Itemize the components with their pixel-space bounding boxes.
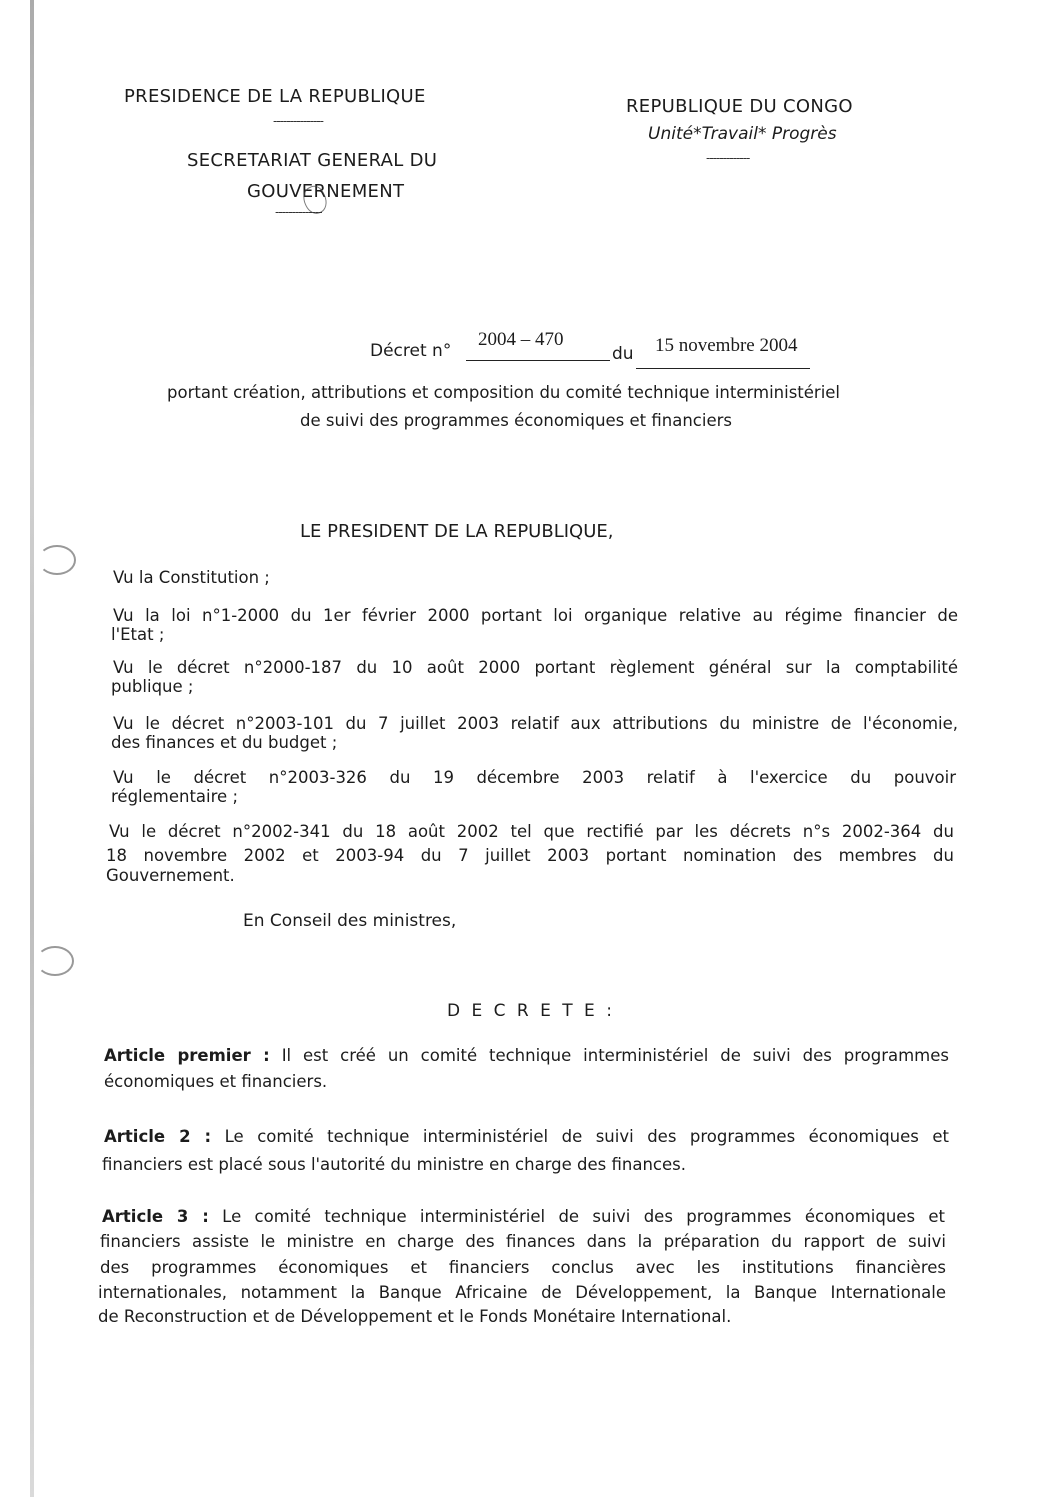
decree-prefix: Décret n°: [370, 341, 452, 361]
article-3-cont: financiers assiste le ministre en charge des finances dans la préparation du rapport de suivi: [100, 1232, 946, 1251]
article-3-cont: de Reconstruction et de Développement et le Fonds Monétaire International.: [98, 1307, 732, 1326]
presidence-separator: ---------------: [273, 114, 323, 128]
punch-hole-bottom: [36, 946, 74, 976]
consideration-item: Vu la loi n°1-2000 du 1er février 2000 portant loi organique relative au régime financier de: [113, 606, 958, 625]
binding-edge: [30, 0, 34, 1497]
consideration-item-cont: l'Etat ;: [111, 625, 165, 644]
decrete-heading: D E C R E T E :: [447, 1001, 615, 1021]
secretariat-separator: --------------: [275, 205, 322, 219]
decree-object-line1: portant création, attributions et composition du comité technique interministériel: [167, 383, 841, 402]
consideration-item: Vu le décret n°2003-101 du 7 juillet 2003 relatif aux attributions du ministre de l'économie,: [113, 714, 958, 733]
secretariat-line1: SECRETARIAT GENERAL DU: [187, 150, 438, 171]
consideration-item: Vu la Constitution ;: [113, 568, 270, 587]
consideration-item-cont: des finances et du budget ;: [111, 733, 338, 752]
decree-date: 15 novembre 2004: [655, 335, 798, 356]
article-1-cont: économiques et financiers.: [104, 1072, 328, 1091]
secretariat-line2: GOUVERNEMENT: [247, 181, 405, 202]
punch-hole-top: [38, 545, 76, 575]
republique-separator: -------------: [706, 151, 750, 165]
consideration-item: Vu le décret n°2000-187 du 10 août 2000 portant règlement général sur la comptabilité: [113, 658, 958, 677]
consideration-item-cont: Gouvernement.: [106, 866, 235, 885]
decree-du: du: [612, 344, 634, 364]
council-line: En Conseil des ministres,: [243, 911, 457, 931]
national-motto: Unité*Travail* Progrès: [648, 124, 837, 144]
consideration-item-cont: publique ;: [111, 677, 194, 696]
article-1-line: [104, 1046, 949, 1065]
decree-date-underline: [636, 368, 810, 369]
article-1-label: Article premier :: [104, 1046, 270, 1065]
decree-number-underline: [466, 360, 610, 361]
consideration-item: Vu le décret n°2003-326 du 19 décembre 2003 relatif à l'exercice du pouvoir: [113, 768, 956, 787]
article-2-label: Article 2 :: [104, 1127, 212, 1146]
article-2-text: Le comité technique interministériel de suivi des programmes économiques et: [224, 1127, 949, 1146]
consideration-item-cont: réglementaire ;: [111, 787, 239, 806]
president-heading: LE PRESIDENT DE LA REPUBLIQUE,: [300, 521, 614, 542]
article-3-label: Article 3 :: [102, 1207, 209, 1226]
consideration-item-cont: 18 novembre 2002 et 2003-94 du 7 juillet 2003 portant nomination des membres du: [106, 846, 954, 865]
article-2-cont: financiers est placé sous l'autorité du ministre en charge des finances.: [102, 1155, 686, 1174]
article-3-cont: des programmes économiques et financiers conclus avec les institutions financières: [100, 1258, 946, 1277]
article-2-line: [104, 1127, 949, 1146]
article-1-text: Il est créé un comité technique interministériel de suivi des programmes: [281, 1046, 949, 1065]
article-3-text: Le comité technique interministériel de suivi des programmes économiques et: [222, 1207, 945, 1226]
consideration-item: Vu le décret n°2002-341 du 18 août 2002 tel que rectifié par les décrets n°s 2002-364 du: [109, 822, 954, 841]
republique-heading: REPUBLIQUE DU CONGO: [626, 96, 853, 117]
decree-number: 2004 – 470: [478, 329, 564, 350]
article-3-line: [102, 1207, 945, 1226]
article-3-cont: internationales, notamment la Banque Africaine de Développement, la Banque Internationale: [98, 1283, 946, 1302]
decree-object-line2: de suivi des programmes économiques et financiers: [300, 411, 732, 430]
presidence-heading: PRESIDENCE DE LA REPUBLIQUE: [124, 86, 426, 107]
